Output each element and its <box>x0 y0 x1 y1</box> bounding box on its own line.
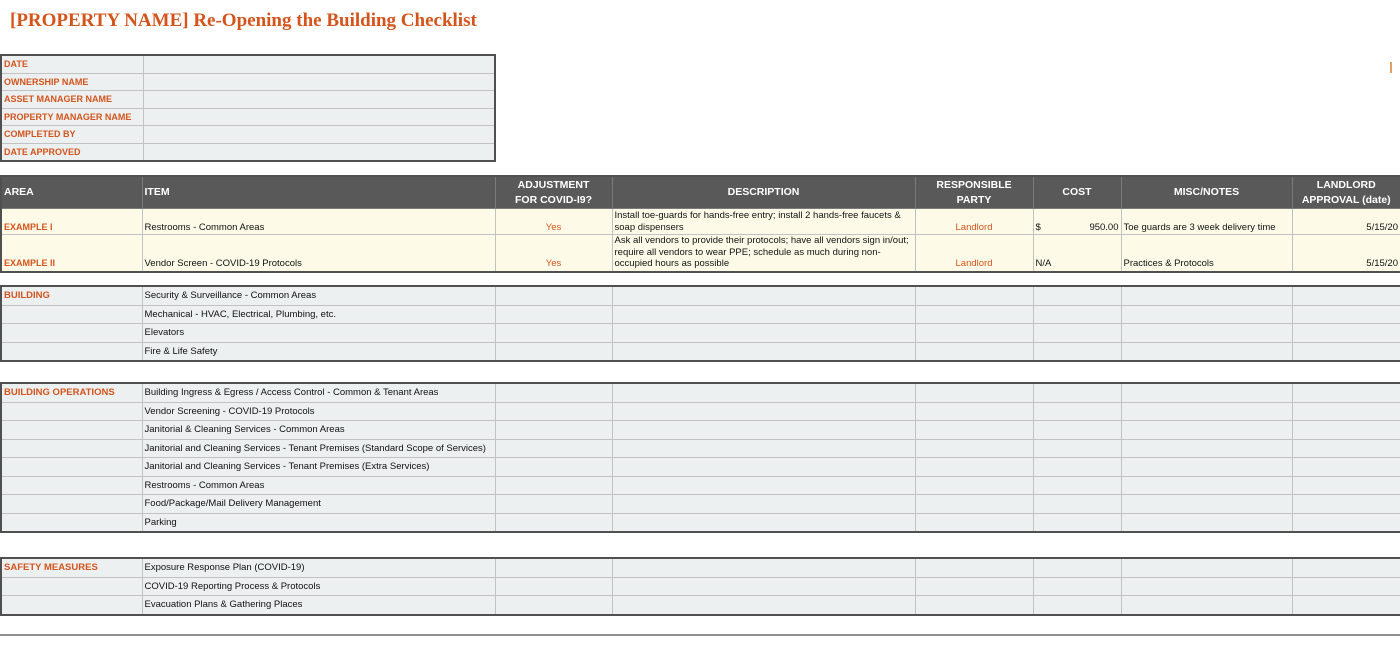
info-row <box>1 73 495 91</box>
description-cell[interactable] <box>612 596 915 615</box>
section-building-table <box>0 285 1400 362</box>
adjustment-cell[interactable] <box>495 513 612 532</box>
info-row <box>1 55 495 73</box>
table-row <box>1 577 1400 596</box>
example-item[interactable]: Vendor Screen - COVID-19 Protocols <box>142 235 495 272</box>
approval-cell[interactable] <box>1292 342 1400 361</box>
example-row <box>1 209 1400 235</box>
example-approval[interactable]: 5/15/20 <box>1292 235 1400 272</box>
section-area-label: BUILDING OPERATIONS <box>1 383 142 402</box>
area-cell[interactable] <box>1 342 142 361</box>
adjustment-cell[interactable] <box>495 439 612 458</box>
item-cell[interactable]: Building Ingress & Egress / Access Control - Common & Tenant Areas <box>142 383 495 402</box>
approval-cell[interactable] <box>1292 558 1400 577</box>
cost-cell[interactable] <box>1033 577 1121 596</box>
example-area[interactable]: EXAMPLE II <box>1 235 142 272</box>
party-cell[interactable] <box>915 596 1033 615</box>
item-cell[interactable]: Security & Surveillance - Common Areas <box>142 286 495 305</box>
item-cell[interactable]: Mechanical - HVAC, Electrical, Plumbing, etc. <box>142 305 495 324</box>
cost-cell[interactable] <box>1033 383 1121 402</box>
misc-cell[interactable] <box>1121 324 1292 343</box>
approval-cell[interactable] <box>1292 286 1400 305</box>
description-cell[interactable] <box>612 286 915 305</box>
area-cell[interactable] <box>1 476 142 495</box>
area-cell[interactable] <box>1 577 142 596</box>
party-cell[interactable] <box>915 421 1033 440</box>
info-value-cell[interactable] <box>144 143 496 161</box>
example-misc[interactable]: Practices & Protocols <box>1121 235 1292 272</box>
misc-cell[interactable] <box>1121 439 1292 458</box>
item-cell[interactable]: Food/Package/Mail Delivery Management <box>142 495 495 514</box>
cost-cell[interactable] <box>1033 458 1121 477</box>
section-safety-measures-table <box>0 557 1400 616</box>
table-row <box>1 458 1400 477</box>
misc-cell[interactable] <box>1121 421 1292 440</box>
item-cell[interactable]: Evacuation Plans & Gathering Places <box>142 596 495 615</box>
checklist-header-table <box>0 175 1400 273</box>
area-cell[interactable] <box>1 596 142 615</box>
table-row <box>1 305 1400 324</box>
table-row <box>1 286 1400 305</box>
section-building-operations-table <box>0 382 1400 533</box>
approval-cell[interactable] <box>1292 421 1400 440</box>
adjustment-cell[interactable] <box>495 342 612 361</box>
cost-cell[interactable] <box>1033 439 1121 458</box>
info-value-cell[interactable] <box>144 73 496 91</box>
header-description: DESCRIPTION <box>612 176 915 209</box>
cost-cell[interactable] <box>1033 596 1121 615</box>
cost-cell[interactable] <box>1033 495 1121 514</box>
table-row <box>1 558 1400 577</box>
info-label: OWNERSHIP NAME <box>1 73 144 91</box>
misc-cell[interactable] <box>1121 596 1292 615</box>
cost-cell[interactable] <box>1033 324 1121 343</box>
adjustment-cell[interactable] <box>495 476 612 495</box>
info-row <box>1 91 495 109</box>
description-cell[interactable] <box>612 324 915 343</box>
description-cell[interactable] <box>612 421 915 440</box>
party-cell[interactable] <box>915 476 1033 495</box>
item-cell[interactable]: Restrooms - Common Areas <box>142 476 495 495</box>
info-label: COMPLETED BY <box>1 126 144 144</box>
column-header-row <box>1 176 1400 209</box>
area-cell[interactable] <box>1 439 142 458</box>
example-adjustment[interactable]: Yes <box>495 209 612 235</box>
example-cost[interactable]: N/A <box>1033 235 1121 272</box>
header-misc: MISC/NOTES <box>1121 176 1292 209</box>
adjustment-cell[interactable] <box>495 577 612 596</box>
misc-cell[interactable] <box>1121 458 1292 477</box>
page-title: [PROPERTY NAME] Re-Opening the Building Checklist <box>10 10 477 31</box>
item-cell[interactable]: COVID-19 Reporting Process & Protocols <box>142 577 495 596</box>
header-landlord: LANDLORD APPROVAL (date) <box>1292 176 1400 209</box>
party-cell[interactable] <box>915 439 1033 458</box>
approval-cell[interactable] <box>1292 458 1400 477</box>
party-cell[interactable] <box>915 577 1033 596</box>
approval-cell[interactable] <box>1292 513 1400 532</box>
example-row <box>1 235 1400 272</box>
party-cell[interactable] <box>915 402 1033 421</box>
example-item[interactable]: Restrooms - Common Areas <box>142 209 495 235</box>
table-row <box>1 439 1400 458</box>
description-cell[interactable] <box>612 577 915 596</box>
approval-cell[interactable] <box>1292 402 1400 421</box>
adjustment-cell[interactable] <box>495 402 612 421</box>
info-value-cell[interactable] <box>144 126 496 144</box>
info-row <box>1 126 495 144</box>
header-adjustment: ADJUSTMENT FOR COVID-I9? <box>495 176 612 209</box>
cost-cell[interactable] <box>1033 513 1121 532</box>
description-cell[interactable] <box>612 342 915 361</box>
adjustment-cell[interactable] <box>495 495 612 514</box>
item-cell[interactable]: Janitorial and Cleaning Services - Tenant Premises (Standard Scope of Services) <box>142 439 495 458</box>
misc-cell[interactable] <box>1121 476 1292 495</box>
header-responsible: RESPONSIBLE PARTY <box>915 176 1033 209</box>
info-value-cell[interactable] <box>144 108 496 126</box>
adjustment-cell[interactable] <box>495 286 612 305</box>
table-row <box>1 402 1400 421</box>
example-party[interactable]: Landlord <box>915 235 1033 272</box>
cost-cell[interactable] <box>1033 342 1121 361</box>
adjustment-cell[interactable] <box>495 324 612 343</box>
cost-cell[interactable] <box>1033 286 1121 305</box>
cost-cell[interactable] <box>1033 558 1121 577</box>
example-description[interactable]: Ask all vendors to provide their protocols; have all vendors sign in/out; require all vendors to wear PPE; schedule as much during non-occupied hours as possible <box>612 235 915 272</box>
area-cell[interactable] <box>1 324 142 343</box>
info-label: DATE <box>1 55 144 73</box>
description-cell[interactable] <box>612 305 915 324</box>
description-cell[interactable] <box>612 439 915 458</box>
adjustment-cell[interactable] <box>495 558 612 577</box>
item-cell[interactable]: Fire & Life Safety <box>142 342 495 361</box>
misc-cell[interactable] <box>1121 286 1292 305</box>
info-label: ASSET MANAGER NAME <box>1 91 144 109</box>
item-cell[interactable]: Vendor Screening - COVID-19 Protocols <box>142 402 495 421</box>
example-adjustment[interactable]: Yes <box>495 235 612 272</box>
party-cell[interactable] <box>915 458 1033 477</box>
example-approval[interactable]: 5/15/20 <box>1292 209 1400 235</box>
item-cell[interactable]: Janitorial and Cleaning Services - Tenant Premises (Extra Services) <box>142 458 495 477</box>
example-misc[interactable]: Toe guards are 3 week delivery time <box>1121 209 1292 235</box>
item-cell[interactable]: Exposure Response Plan (COVID-19) <box>142 558 495 577</box>
approval-cell[interactable] <box>1292 476 1400 495</box>
section-area-label: BUILDING <box>1 286 142 305</box>
party-cell[interactable] <box>915 495 1033 514</box>
cost-cell[interactable] <box>1033 402 1121 421</box>
adjustment-cell[interactable] <box>495 383 612 402</box>
area-cell[interactable] <box>1 458 142 477</box>
description-cell[interactable] <box>612 476 915 495</box>
adjustment-cell[interactable] <box>495 596 612 615</box>
adjustment-cell[interactable] <box>495 305 612 324</box>
cost-cell[interactable] <box>1033 421 1121 440</box>
info-table <box>0 54 496 162</box>
example-area[interactable]: EXAMPLE I <box>1 209 142 235</box>
example-description[interactable]: Install toe-guards for hands-free entry; install 2 hands-free faucets & soap dispensers <box>612 209 915 235</box>
info-label: DATE APPROVED <box>1 143 144 161</box>
cost-cell[interactable] <box>1033 305 1121 324</box>
area-cell[interactable] <box>1 513 142 532</box>
description-cell[interactable] <box>612 383 915 402</box>
example-cost[interactable]: $ 950.00 <box>1033 209 1121 235</box>
misc-cell[interactable] <box>1121 577 1292 596</box>
table-row <box>1 596 1400 615</box>
party-cell[interactable] <box>915 305 1033 324</box>
table-row <box>1 342 1400 361</box>
bottom-divider <box>0 634 1400 636</box>
area-cell[interactable] <box>1 402 142 421</box>
description-cell[interactable] <box>612 495 915 514</box>
party-cell[interactable] <box>915 342 1033 361</box>
info-row <box>1 108 495 126</box>
info-label: PROPERTY MANAGER NAME <box>1 108 144 126</box>
approval-cell[interactable] <box>1292 495 1400 514</box>
approval-cell[interactable] <box>1292 305 1400 324</box>
approval-cell[interactable] <box>1292 324 1400 343</box>
table-row <box>1 476 1400 495</box>
misc-cell[interactable] <box>1121 305 1292 324</box>
misc-cell[interactable] <box>1121 513 1292 532</box>
description-cell[interactable] <box>612 513 915 532</box>
cost-cell[interactable] <box>1033 476 1121 495</box>
approval-cell[interactable] <box>1292 383 1400 402</box>
description-cell[interactable] <box>612 402 915 421</box>
header-cost: COST <box>1033 176 1121 209</box>
misc-cell[interactable] <box>1121 342 1292 361</box>
table-row <box>1 513 1400 532</box>
table-row <box>1 495 1400 514</box>
area-cell[interactable] <box>1 421 142 440</box>
adjustment-cell[interactable] <box>495 421 612 440</box>
item-cell[interactable]: Parking <box>142 513 495 532</box>
table-row <box>1 421 1400 440</box>
party-cell[interactable] <box>915 324 1033 343</box>
description-cell[interactable] <box>612 558 915 577</box>
area-cell[interactable] <box>1 495 142 514</box>
cell-cursor-marker <box>1390 62 1392 73</box>
party-cell[interactable] <box>915 558 1033 577</box>
misc-cell[interactable] <box>1121 495 1292 514</box>
section-area-label: SAFETY MEASURES <box>1 558 142 577</box>
item-cell[interactable]: Janitorial & Cleaning Services - Common Areas <box>142 421 495 440</box>
party-cell[interactable] <box>915 513 1033 532</box>
party-cell[interactable] <box>915 286 1033 305</box>
approval-cell[interactable] <box>1292 596 1400 615</box>
misc-cell[interactable] <box>1121 383 1292 402</box>
approval-cell[interactable] <box>1292 577 1400 596</box>
area-cell[interactable] <box>1 305 142 324</box>
example-party[interactable]: Landlord <box>915 209 1033 235</box>
party-cell[interactable] <box>915 383 1033 402</box>
info-row <box>1 143 495 161</box>
header-area: AREA <box>1 176 142 209</box>
description-cell[interactable] <box>612 458 915 477</box>
header-item: ITEM <box>142 176 495 209</box>
misc-cell[interactable] <box>1121 558 1292 577</box>
misc-cell[interactable] <box>1121 402 1292 421</box>
item-cell[interactable]: Elevators <box>142 324 495 343</box>
table-row <box>1 324 1400 343</box>
table-row <box>1 383 1400 402</box>
info-value-cell[interactable] <box>144 91 496 109</box>
approval-cell[interactable] <box>1292 439 1400 458</box>
info-value-cell[interactable] <box>144 55 496 73</box>
adjustment-cell[interactable] <box>495 458 612 477</box>
